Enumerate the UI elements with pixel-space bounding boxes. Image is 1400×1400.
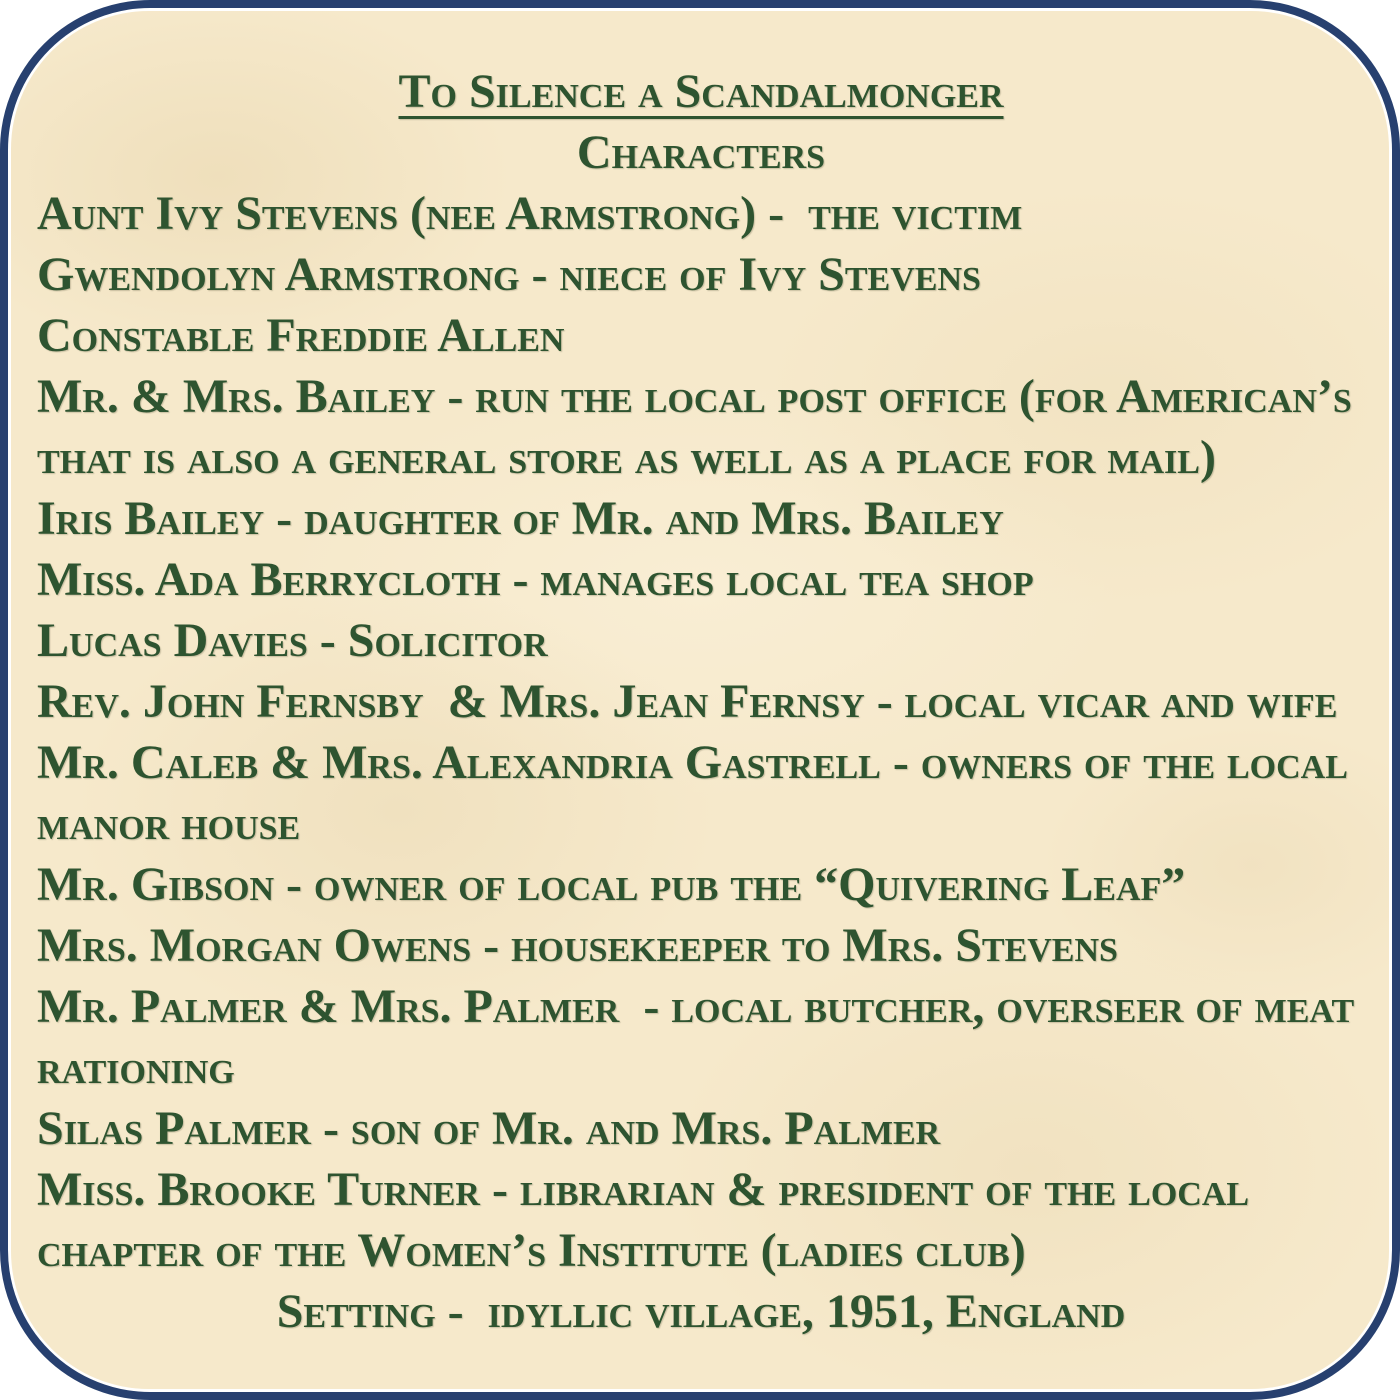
character-line: Mr. & Mrs. Bailey - run the local post office (for American’s: [37, 370, 1352, 423]
character-line-continuation: that is also a general store as well as a place for mail): [37, 431, 1216, 484]
character-line: Miss. Brooke Turner - librarian & president of the local: [37, 1163, 1250, 1216]
character-line: Miss. Ada Berrycloth - manages local tea shop: [37, 553, 1034, 606]
parchment-background: [11, 11, 1389, 1389]
character-line-continuation: chapter of the Women’s Institute (ladies club): [37, 1224, 1026, 1277]
character-line: Mr. Gibson - owner of local pub the “Quivering Leaf”: [37, 858, 1186, 911]
character-line: Iris Bailey - daughter of Mr. and Mrs. Bailey: [37, 492, 1004, 545]
character-line: Mr. Palmer & Mrs. Palmer - local butcher, overseer of meat: [37, 980, 1355, 1033]
character-list: [37, 61, 1365, 1342]
character-line: Constable Freddie Allen: [37, 309, 565, 362]
setting-line: Setting - idyllic village, 1951, England: [276, 1285, 1126, 1338]
character-line: Mrs. Morgan Owens - housekeeper to Mrs. Stevens: [37, 919, 1118, 972]
character-line: Rev. John Fernsby & Mrs. Jean Fernsy - local vicar and wife: [37, 675, 1338, 728]
character-line: Aunt Ivy Stevens (nee Armstrong) - the victim: [37, 187, 1023, 240]
character-line: Silas Palmer - son of Mr. and Mrs. Palmer: [37, 1102, 941, 1155]
character-line-continuation: rationing: [37, 1041, 235, 1094]
page-title: To Silence a Scandalmonger: [398, 65, 1004, 118]
character-line-continuation: manor house: [37, 797, 301, 850]
character-line: Mr. Caleb & Mrs. Alexandria Gastrell - owners of the local: [37, 736, 1348, 789]
character-line: Lucas Davies - Solicitor: [37, 614, 548, 667]
character-line: Gwendolyn Armstrong - niece of Ivy Stevens: [37, 248, 981, 301]
section-heading: Characters: [576, 126, 826, 179]
